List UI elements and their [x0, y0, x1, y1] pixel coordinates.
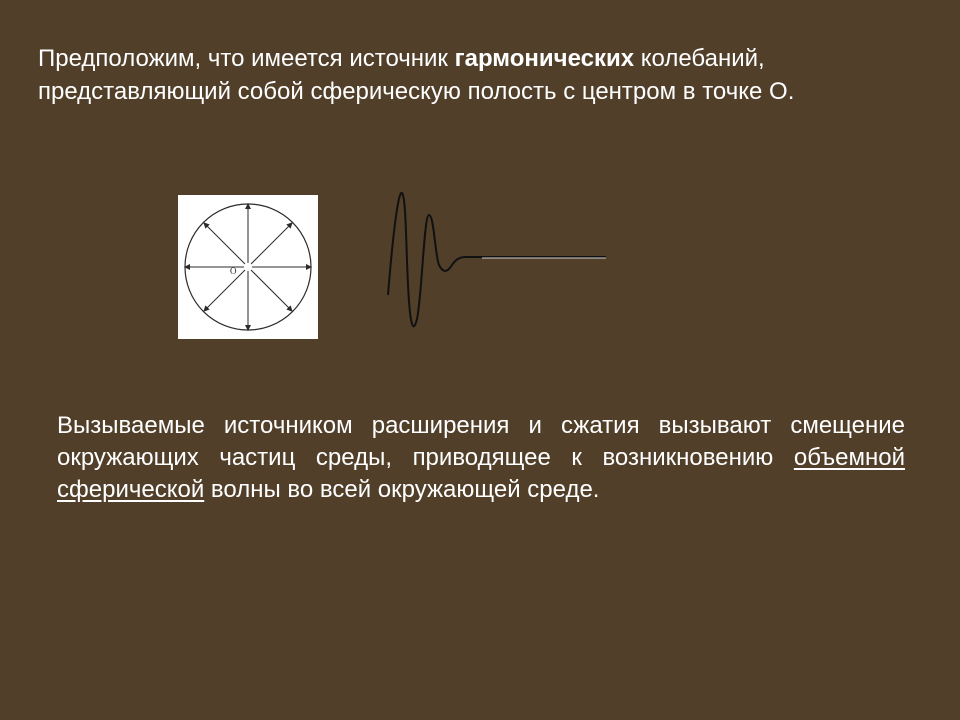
- spherical-source-diagram: [178, 195, 318, 339]
- arrow-down-left: [204, 270, 245, 311]
- body-paragraph: [57, 410, 905, 506]
- arrow-down-right: [251, 270, 292, 311]
- body-underlined-term: объемной сферической: [57, 444, 905, 503]
- spherical-source-svg: [178, 195, 318, 339]
- body-text-before: Вызываемые источником расширения и сжатия вызывают смещение окружающих частиц среды, приводящее к возникновению: [57, 412, 905, 471]
- wave-curve: [388, 193, 606, 326]
- intro-text-after: колебаний, представляющий собой сферическую полость с центром в точке О.: [38, 45, 795, 105]
- intro-bold-term: гармонических: [454, 45, 635, 72]
- intro-text-before: Предположим, что имеется источник: [38, 45, 455, 72]
- intro-paragraph: [38, 42, 928, 108]
- decaying-wave-diagram: [380, 185, 612, 335]
- decaying-wave-svg: [380, 185, 612, 335]
- arrow-up-right: [251, 223, 292, 264]
- center-label: O: [230, 266, 237, 276]
- body-text-after: волны во всей окружающей среде.: [204, 476, 600, 503]
- arrow-up-left: [204, 223, 245, 264]
- radial-arrows: [185, 204, 311, 330]
